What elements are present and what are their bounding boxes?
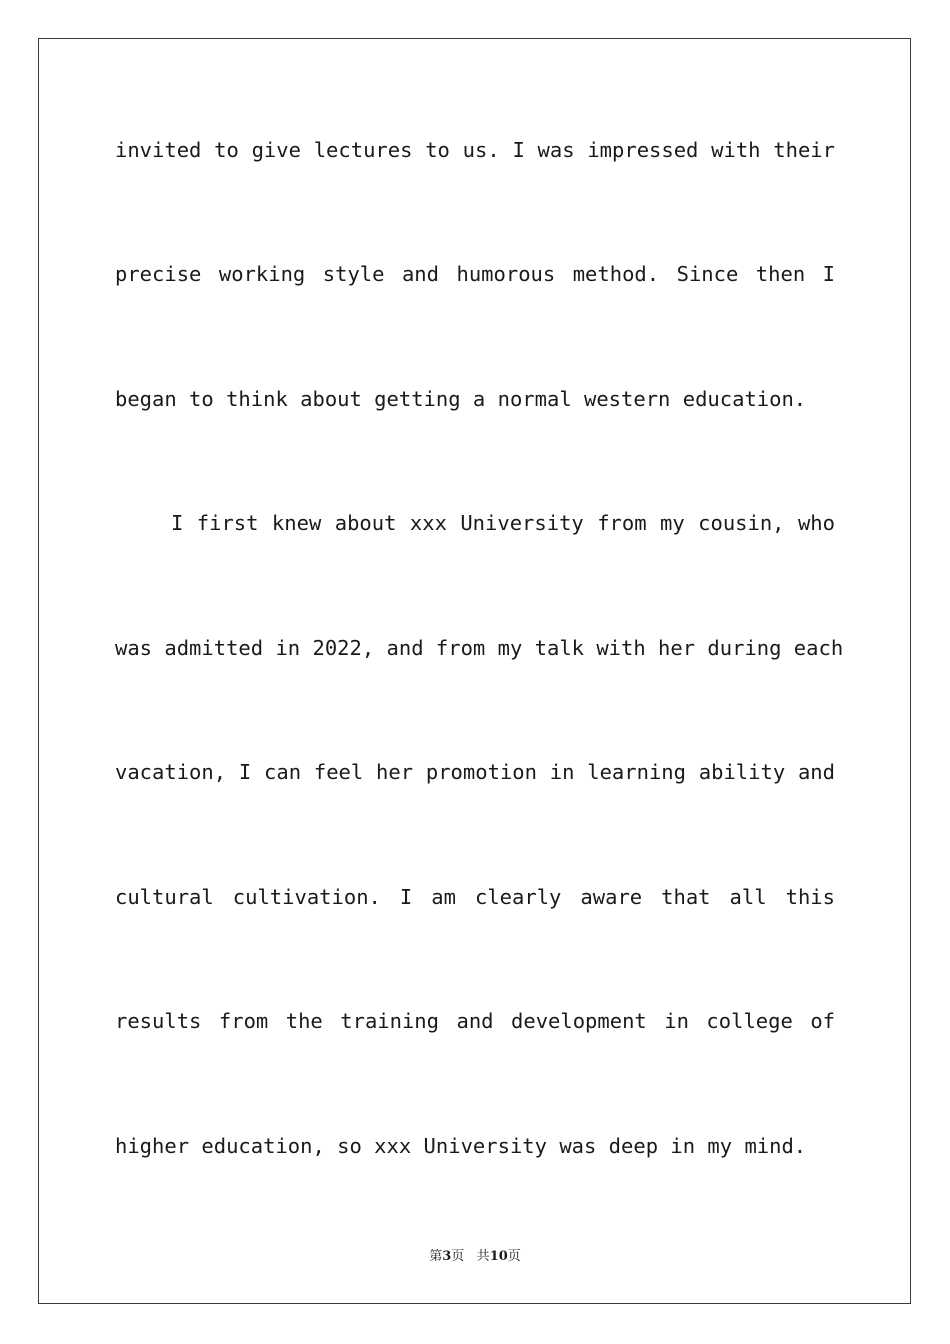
paragraph-first-line: I first knew about xxx University from my cousin, who — [171, 511, 835, 535]
total-pages: 10 — [489, 1249, 508, 1264]
text-line: cultural cultivation. I am clearly aware that all this — [115, 885, 835, 909]
text-line: vacation, I can feel her promotion in learning ability and — [115, 760, 835, 784]
text-line: higher education, so xxx University was deep in my mind. — [115, 1134, 807, 1158]
page-number: 3 — [442, 1249, 452, 1264]
text-line: invited to give lectures to us. I was impressed with their — [115, 138, 835, 162]
page-prefix: 第 — [429, 1249, 443, 1264]
text-line: precise working style and humorous method. Since then I — [115, 262, 835, 286]
text-line: results from the training and development in college of — [115, 1009, 835, 1033]
text-line: was admitted in 2022, and from my talk with her during each — [115, 636, 844, 660]
total-prefix: 共 — [476, 1249, 490, 1264]
total-suffix: 页 — [507, 1249, 521, 1264]
page-border — [38, 38, 911, 1304]
page-footer — [0, 1247, 950, 1267]
text-line: began to think about getting a normal western education. — [115, 387, 807, 411]
page-suffix: 页 — [451, 1249, 465, 1264]
